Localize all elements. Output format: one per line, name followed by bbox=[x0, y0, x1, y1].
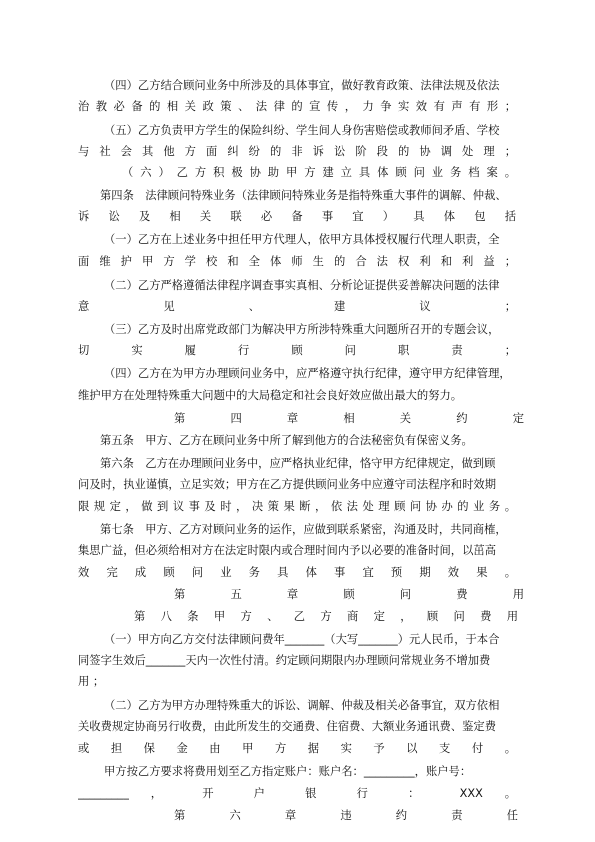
text-line: （五）乙方负责甲方学生的保险纠纷、学生间人身伤害赔偿或教师间矛盾、学校 bbox=[104, 124, 500, 137]
text-line: （四）乙方结合顾问业务中所涉及的具体事宜，做好教育政策、法律法规及依法 bbox=[104, 79, 500, 92]
text-line: 第 八 条 甲 方 、 乙 方 商 定 ， 顾 问 费 用 bbox=[134, 610, 518, 623]
text-line: 问及时，执业谨慎，立足实效；甲方在乙方提供顾问业务中应遵守司法程序和时效期 bbox=[78, 478, 496, 491]
text-line: 甲方按乙方要求将费用划至乙方指定账户：账户名：_________，账户号： bbox=[104, 765, 472, 778]
text-line: 同签字生效后_______天内一次性付清。约定顾问期限内办理顾问常规业务不增加费 bbox=[78, 654, 491, 667]
text-line: （四）乙方在为甲方办理顾问业务中，应严格遵守执行纪律，遵守甲方纪律管理， bbox=[104, 367, 511, 380]
text-line: （三）乙方及时出席党政部门为解决甲方所涉特殊重大问题所召开的专题会议， bbox=[104, 323, 500, 336]
chapter-heading: 第 六 章 违 约 责 任 bbox=[174, 809, 518, 822]
text-line: （一）乙方在上述业务中担任甲方代理人，依甲方具体授权履行代理人职责，全 bbox=[104, 233, 500, 246]
text-line: 关收费规定协商另行收费，由此所发生的交通费、住宿费、大额业务通讯费、鉴定费 bbox=[78, 720, 496, 733]
text-line: 集思广益，但必须给相对方在法定时限内或合理时间内予以必要的准备时间，以茁高 bbox=[78, 544, 496, 557]
text-line: （二）乙方为甲方办理特殊重大的诉讼、调解、仲裁及相关必备事宜，双方依相 bbox=[104, 699, 500, 712]
text-line: 第六条 乙方在办理顾问业务中，应严格执业纪律，恪守甲方纪律规定，做到顾 bbox=[100, 457, 496, 470]
text-line: （一）甲方向乙方交付法律顾问费年_______（大写_______）元人民币，于本合 bbox=[104, 633, 500, 646]
text-line: 效 完 成 顾 问 业 务 具 体 事 宜 预 期 效 果 。 bbox=[78, 566, 516, 579]
text-line: （二）乙方严格遵循法律程序调查事实真相、分析论证提供妥善解决问题的法律 bbox=[104, 279, 500, 292]
text-line: 诉 讼 及 相 关 联 必 备 事 宜 ） 具 体 包 括 bbox=[78, 210, 516, 223]
text-line: 切 实 履 行 顾 问 职 责 ； bbox=[78, 344, 516, 357]
text-line: 与 社 会 其 他 方 面 纠 纷 的 非 诉 讼 阶 段 的 协 调 处 理 ； bbox=[78, 145, 516, 158]
text-line: 面 维 护 甲 方 学 校 和 全 体 师 生 的 合 法 权 利 和 利 益 ； bbox=[78, 255, 516, 268]
text-line: 用 ； bbox=[78, 675, 105, 688]
text-line: 第四条 法律顾问特殊业务（法律顾问特殊业务是指特殊重大事件的调解、仲裁、 bbox=[100, 189, 507, 202]
chapter-heading: 第 四 章 相 关 约 定 bbox=[174, 412, 524, 425]
text-line: 第七条 甲方、乙方对顾问业务的运作，应做到联系紧密，沟通及时，共同商榷， bbox=[100, 523, 507, 536]
text-line: _________ ， 开 户 银 行 ： XXX 。 bbox=[78, 787, 516, 800]
text-line: 治 教 必 备 的 相 关 政 策 、 法 律 的 宣 传 ， 力 争 实 效 有 声 有 形 ； bbox=[78, 100, 516, 113]
text-line: 意 见 、 建 议 ； bbox=[78, 300, 516, 313]
text-line: （ 六 ） 乙 方 积 极 协 助 甲 方 建 立 具 体 顾 问 业 务 档 案 。 bbox=[122, 166, 516, 179]
chapter-heading: 第 五 章 顾 问 费 用 bbox=[174, 588, 524, 601]
text-line: 或 担 保 金 由 甲 方 据 实 予 以 支 付 。 bbox=[78, 742, 516, 755]
text-line: 维护甲方在处理特殊重大问题中的大局稳定和社会良好效应做出最大的努力。 bbox=[78, 389, 463, 402]
text-line: 第五条 甲方、乙方在顾问业务中所了解到他方的合法秘密负有保密义务。 bbox=[100, 434, 473, 447]
text-line: 限 规 定 ， 做 到 议 事 及 时 ， 决 策 果 断 ， 依 法 处 理 顾 问 协 办 的 业 务 。 bbox=[78, 500, 516, 513]
